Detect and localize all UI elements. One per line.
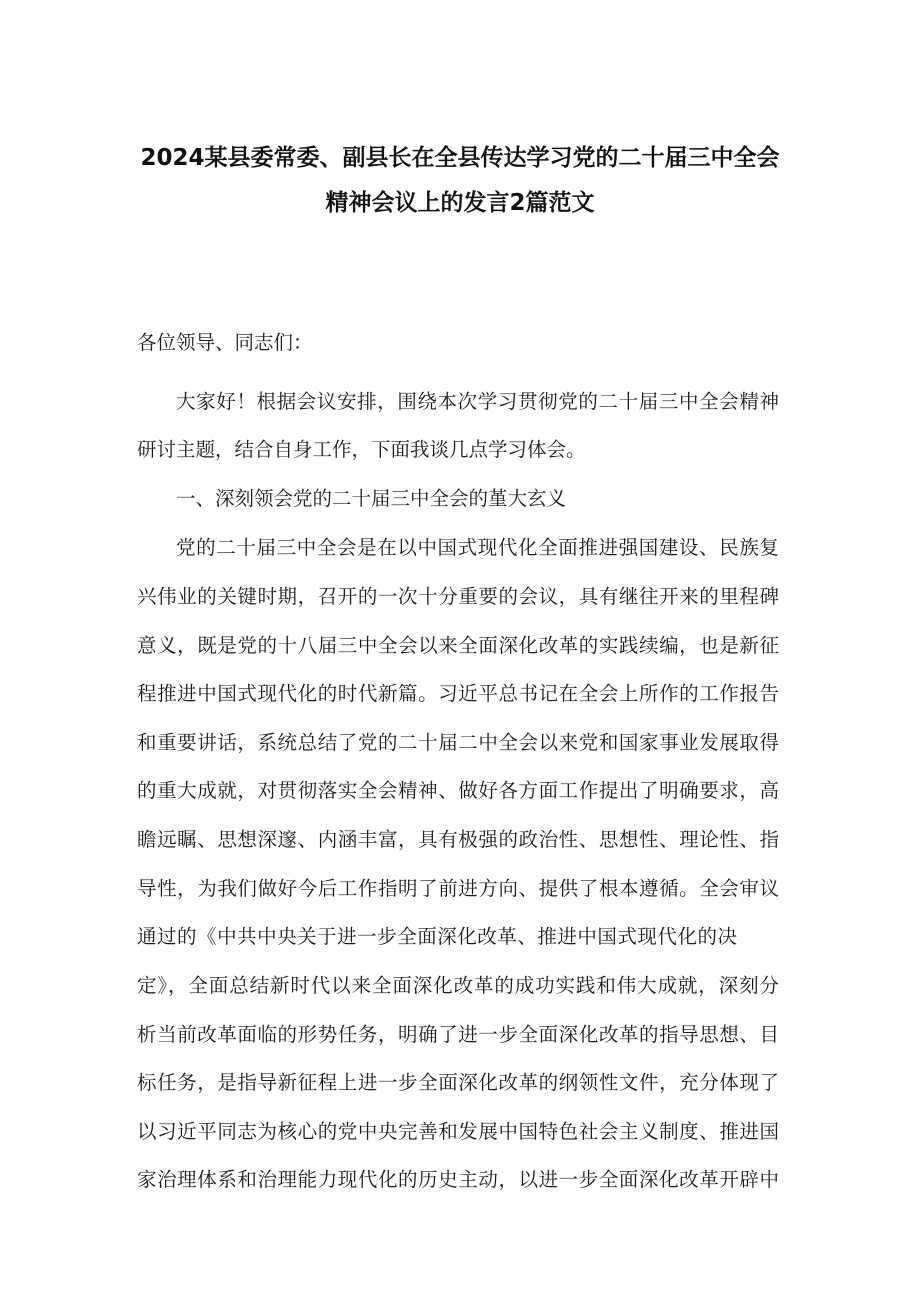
intro-line-2: 研讨主题，结合自身工作，下面我谈几点学习体会。 [137, 438, 586, 461]
paragraph-line-5: 和重要讲话，系统总结了党的二十届二中全会以来党和国家事业发展取得 [137, 731, 779, 754]
salutation: 各位领导、同志们： [137, 331, 313, 354]
paragraph-line-10: 定》，全面总结新时代以来全面深化改革的成功实践和伟大成就，深刻分 [137, 974, 779, 997]
paragraph-line-4: 程推进中国式现代化的时代新篇。习近平总书记在全会上所作的工作报告 [137, 682, 779, 705]
intro-line-1: 大家好！根据会议安排，围绕本次学习贯彻党的二十届三中全会精神 [176, 390, 779, 413]
paragraph-line-11: 析当前改革面临的形势任务，明确了进一步全面深化改革的指导思想、目 [137, 1023, 779, 1046]
paragraph-line-12: 标任务，是指导新征程上进一步全面深化改革的纲领性文件，充分体现了 [137, 1071, 779, 1094]
paragraph-line-3: 意义，既是党的十八届三中全会以来全面深化改革的实践续编，也是新征 [137, 634, 779, 657]
section-heading: 一、深刻领会党的二十届三中全会的堇大玄义 [176, 487, 567, 510]
paragraph-line-2: 兴伟业的关键时期，召开的一次十分重要的会议，具有继往开来的里程碑 [137, 585, 779, 608]
paragraph-line-7: 瞻远瞩、思想深邃、内涵丰富，具有极强的政治性、思想性、理论性、指 [137, 828, 779, 851]
paragraph-line-6: 的重大成就，对贯彻落实全会精神、做好各方面工作提出了明确要求，高 [137, 779, 779, 802]
paragraph-line-14: 家治理体系和治理能力现代化的历史主动，以进一步全面深化改革开辟中 [137, 1168, 779, 1191]
paragraph-line-9: 通过的《中共中央关于进一步全面深化改革、推进中国式现代化的决 [137, 925, 737, 948]
paragraph-line-1: 党的二十届三中全会是在以中国式现代化全面推进强国建设、民族复 [176, 536, 779, 559]
title-line-1: 2024某县委常委、副县长在全县传达学习党的二十届三中全会 [140, 145, 780, 171]
document-title [110, 136, 810, 226]
paragraph-line-13: 以习近平同志为核心的党中央完善和发展中国特色社会主义制度、推进国 [137, 1120, 779, 1143]
title-line-2: 精神会议上的发言2篇范文 [325, 190, 595, 216]
paragraph-line-8: 导性，为我们做好今后工作指明了前进方向、提供了根本遵循。全会审议 [137, 877, 779, 900]
